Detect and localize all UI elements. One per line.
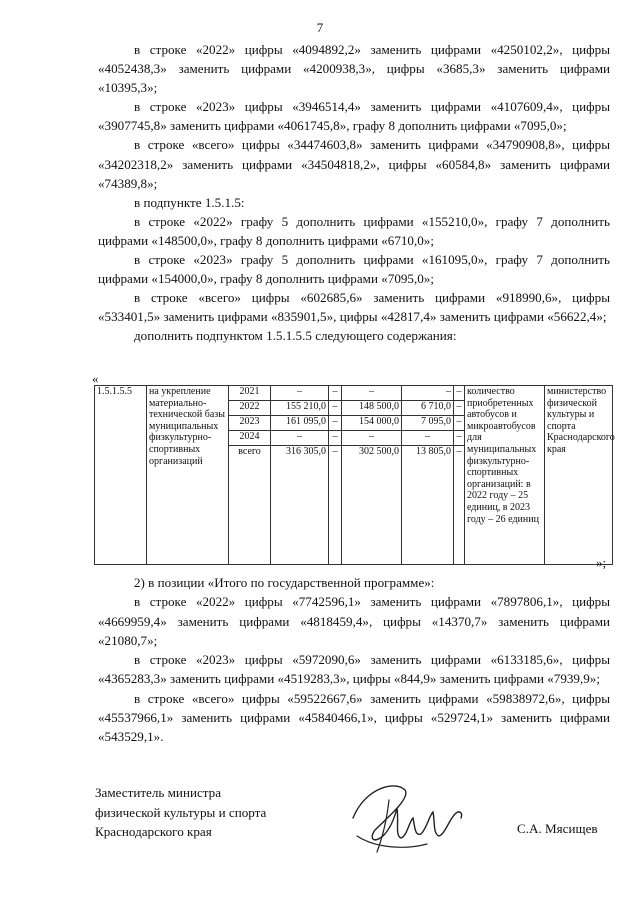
body-text-bottom [98, 573, 610, 747]
table-cell-year: 2021 [229, 386, 271, 401]
table-cell: – [454, 416, 465, 431]
table-cell: – [454, 386, 465, 401]
table-row [95, 386, 613, 401]
table-cell: 7 095,0 [402, 416, 454, 431]
table-cell: – [329, 401, 342, 416]
paragraph: в строке «2023» цифры «5972090,6» заменить цифрами «6133185,6», цифры «4365283,3» заменить цифрами «4519283,3», цифры «844,9» заменить цифрами «7939,9»; [98, 652, 610, 687]
table-cell: – [329, 416, 342, 431]
table-cell: – [329, 386, 342, 401]
signatory-position-line: Заместитель министра [95, 785, 222, 800]
signatory-position-line: физической культуры и спорта [95, 804, 267, 820]
table-cell: 161 095,0 [271, 416, 329, 431]
paragraph: в строке «2023» графу 5 дополнить цифрами «161095,0», графу 7 дополнить цифрами «154000,0», графу 8 дополнить цифрами «7095,0»; [98, 252, 610, 287]
signatory-name: С.А. Мясищев [517, 821, 598, 836]
table-cell: 13 805,0 [402, 446, 454, 565]
table-cell: 316 305,0 [271, 446, 329, 565]
table-cell: – [271, 386, 329, 401]
table-cell-executor: министерство физической культуры и спорта Краснодарского края [545, 386, 613, 565]
quote-close: »; [596, 555, 607, 570]
table-cell: 6 710,0 [402, 401, 454, 416]
paragraph: в строке «2022» графу 5 дополнить цифрами «155210,0», графу 7 дополнить цифрами «148500,0», графу 8 дополнить цифрами «6710,0»; [98, 213, 610, 248]
signatory-position [95, 783, 266, 842]
paragraph: в строке «всего» цифры «59522667,6» заменить цифрами «59838972,6», цифры «45537966,1» заменить цифрами «45840466,1», цифры «529724,1» заменить цифрами «543529,1». [98, 690, 610, 745]
table-cell-name: на укрепление материально-технической базы муниципальных физкультурно-спортивных организаций [147, 386, 229, 565]
table-cell-year: 2022 [229, 401, 271, 416]
table-cell: 155 210,0 [271, 401, 329, 416]
page-number: 7 [316, 20, 324, 35]
table-cell: 148 500,0 [342, 401, 402, 416]
table-cell-result: количество приобретенных автобусов и микроавтобусов для муниципальных физкультурно-спортивных организаций: в 2022 году – 25 единиц, в 2023 году – 26 единиц [465, 386, 545, 565]
table-cell: 154 000,0 [342, 416, 402, 431]
table-cell: – [271, 431, 329, 446]
table-cell: – [342, 431, 402, 446]
quote-open: « [92, 371, 99, 386]
table-cell: – [454, 401, 465, 416]
table-cell: – [329, 431, 342, 446]
paragraph: в строке «2022» цифры «7742596,1» заменить цифрами «7897806,1», цифры «4669959,4» заменить цифрами «4818459,4», цифры «14370,7» заменить цифрами «21080,7»; [98, 594, 610, 648]
paragraph: 2) в позиции «Итого по государственной программе»: [134, 575, 435, 590]
table-cell: 302 500,0 [342, 446, 402, 565]
paragraph: в подпункте 1.5.1.5: [134, 194, 245, 210]
table-cell: – [402, 431, 454, 446]
table-cell-year: 2024 [229, 431, 271, 446]
paragraph: дополнить подпунктом 1.5.1.5.5 следующего содержания: [134, 328, 457, 344]
table-cell: – [342, 386, 402, 401]
signatory-position-line: Краснодарского края [95, 824, 212, 839]
table-cell: – [454, 446, 465, 565]
table-cell-year: всего [229, 446, 271, 565]
table-cell: – [329, 446, 342, 565]
paragraph: в строке «всего» цифры «34474603,8» заменить цифрами «34790908,8», цифры «34202318,2» заменить цифрами «34504818,2», цифры «60584,8» заменить цифрами «74389,8»; [98, 137, 610, 191]
paragraph: в строке «2022» цифры «4094892,2» заменить цифрами «4250102,2», цифры «4052438,3» заменить цифрами «4200938,3», цифры «3685,3» заменить цифрами «10395,3»; [98, 42, 610, 96]
handwritten-signature [335, 778, 475, 858]
table-cell: – [454, 431, 465, 446]
amendment-table [94, 385, 613, 565]
table-cell-code: 1.5.1.5.5 [95, 386, 147, 565]
paragraph: в строке «2023» цифры «3946514,4» заменить цифрами «4107609,4», цифры «3907745,8» заменить цифрами «4061745,8», графу 8 дополнить цифрами «7095,0»; [98, 99, 610, 134]
table-cell-year: 2023 [229, 416, 271, 431]
paragraph: в строке «всего» цифры «602685,6» заменить цифрами «918990,6», цифры «533401,5» заменить цифрами «835901,5», цифры «42817,4» заменить цифрами «56622,4»; [98, 290, 610, 325]
table-cell: – [402, 386, 454, 401]
body-text-top [98, 40, 610, 346]
